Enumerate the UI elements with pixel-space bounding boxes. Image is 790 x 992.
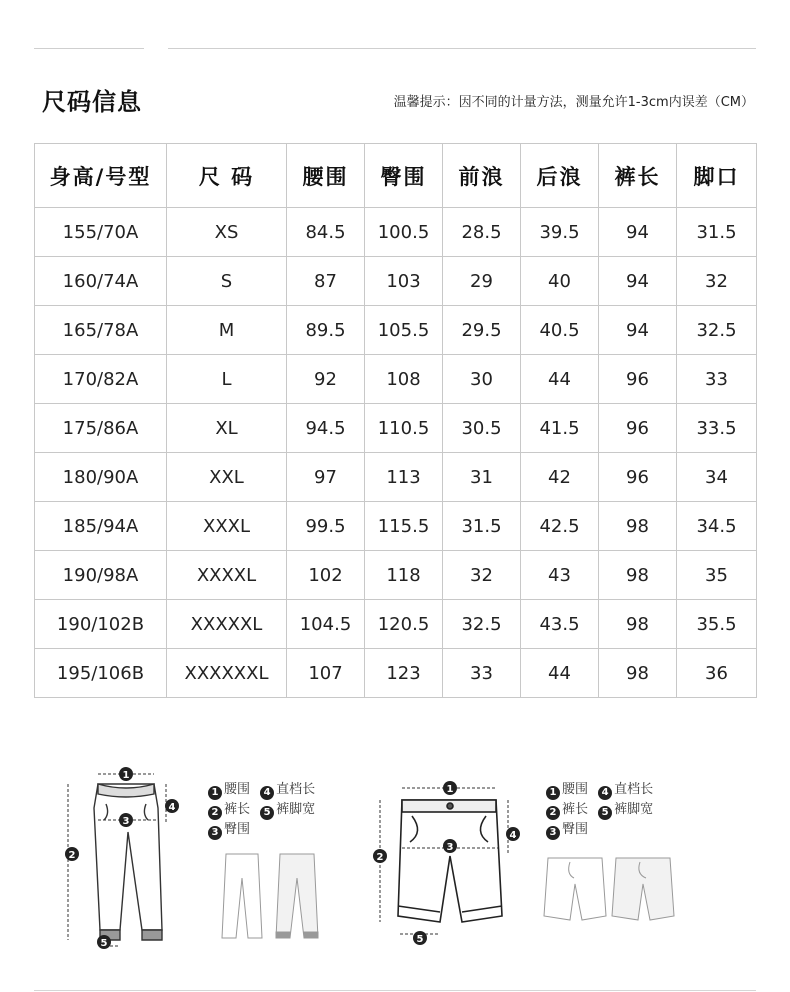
table-row — [35, 649, 757, 698]
legend-waist: 腰围 — [224, 782, 251, 797]
cell-size: XS — [167, 208, 287, 257]
pants-legend — [208, 780, 321, 840]
cell-size: XXXXXXL — [167, 649, 287, 698]
cell-leg-opening: 34 — [677, 453, 757, 502]
shorts-thumbnails — [540, 854, 680, 926]
cell-pants-length: 98 — [599, 649, 677, 698]
table-row — [35, 551, 757, 600]
cell-front-rise: 28.5 — [443, 208, 521, 257]
cell-hip: 110.5 — [365, 404, 443, 453]
shorts-diagram — [368, 776, 524, 948]
legend-number: 4 — [260, 786, 274, 800]
cell-front-rise: 31 — [443, 453, 521, 502]
cell-back-rise: 39.5 — [521, 208, 599, 257]
cell-height-type: 175/86A — [35, 404, 167, 453]
bottom-divider — [34, 990, 756, 991]
cell-pants-length: 94 — [599, 257, 677, 306]
legend-rise: 直档长 — [276, 782, 316, 797]
cell-height-type: 190/102B — [35, 600, 167, 649]
cell-waist: 107 — [287, 649, 365, 698]
cell-pants-length: 98 — [599, 600, 677, 649]
cell-back-rise: 40.5 — [521, 306, 599, 355]
cell-hip: 100.5 — [365, 208, 443, 257]
legend-number: 4 — [598, 786, 612, 800]
cell-size: S — [167, 257, 287, 306]
cell-hip: 115.5 — [365, 502, 443, 551]
cell-leg-opening: 36 — [677, 649, 757, 698]
cell-size: M — [167, 306, 287, 355]
cell-height-type: 160/74A — [35, 257, 167, 306]
cell-waist: 102 — [287, 551, 365, 600]
page-title: 尺码信息 — [42, 88, 142, 116]
shorts-marker-4: 4 — [509, 830, 517, 841]
cell-front-rise: 31.5 — [443, 502, 521, 551]
shorts-marker-5: 5 — [416, 934, 424, 945]
cell-waist: 84.5 — [287, 208, 365, 257]
measurement-note: 温馨提示：因不同的计量方法，测量允许1-3cm内误差（CM） — [393, 95, 754, 110]
shorts-marker-2: 2 — [376, 852, 384, 863]
legend-number: 5 — [260, 806, 274, 820]
legend-length: 裤长 — [562, 802, 589, 817]
cell-height-type: 165/78A — [35, 306, 167, 355]
legend-rise: 直档长 — [614, 782, 654, 797]
cell-height-type: 170/82A — [35, 355, 167, 404]
cell-back-rise: 40 — [521, 257, 599, 306]
pants-marker-5: 5 — [100, 938, 108, 949]
cell-back-rise: 44 — [521, 649, 599, 698]
header-back-rise: 后浪 — [521, 144, 599, 208]
size-chart-table — [34, 143, 757, 698]
legend-number: 5 — [598, 806, 612, 820]
cell-pants-length: 96 — [599, 355, 677, 404]
cell-front-rise: 30 — [443, 355, 521, 404]
legend-number: 1 — [208, 786, 222, 800]
table-row — [35, 257, 757, 306]
cell-height-type: 195/106B — [35, 649, 167, 698]
cell-leg-opening: 33 — [677, 355, 757, 404]
pants-marker-1: 1 — [122, 770, 130, 781]
cell-size: XXXXXL — [167, 600, 287, 649]
cell-size: XL — [167, 404, 287, 453]
cell-leg-opening: 32.5 — [677, 306, 757, 355]
pants-diagram — [58, 762, 188, 952]
header-size: 尺 码 — [167, 144, 287, 208]
cell-hip: 108 — [365, 355, 443, 404]
cell-hip: 123 — [365, 649, 443, 698]
cell-leg-opening: 32 — [677, 257, 757, 306]
cell-pants-length: 96 — [599, 453, 677, 502]
table-row — [35, 453, 757, 502]
legend-number: 3 — [208, 826, 222, 840]
cell-pants-length: 94 — [599, 208, 677, 257]
pants-marker-4: 4 — [168, 802, 176, 813]
cell-waist: 97 — [287, 453, 365, 502]
cell-leg-opening: 33.5 — [677, 404, 757, 453]
cell-size: L — [167, 355, 287, 404]
size-chart-body — [35, 208, 757, 698]
table-header-row — [35, 144, 757, 208]
shorts-marker-1: 1 — [446, 784, 454, 795]
shorts-marker-3: 3 — [446, 842, 454, 853]
top-divider-left — [34, 48, 144, 49]
header-pants-length: 裤长 — [599, 144, 677, 208]
pants-thumbnails — [218, 850, 330, 942]
shorts-legend — [546, 780, 659, 840]
cell-height-type: 190/98A — [35, 551, 167, 600]
table-row — [35, 404, 757, 453]
legend-hip: 臀围 — [562, 822, 589, 837]
cell-hip: 120.5 — [365, 600, 443, 649]
legend-number: 2 — [546, 806, 560, 820]
cell-size: XXXXL — [167, 551, 287, 600]
cell-size: XXL — [167, 453, 287, 502]
cell-height-type: 185/94A — [35, 502, 167, 551]
cell-front-rise: 32.5 — [443, 600, 521, 649]
legend-hip: 臀围 — [224, 822, 251, 837]
cell-back-rise: 42.5 — [521, 502, 599, 551]
cell-front-rise: 29 — [443, 257, 521, 306]
cell-leg-opening: 35.5 — [677, 600, 757, 649]
legend-waist: 腰围 — [562, 782, 589, 797]
cell-height-type: 180/90A — [35, 453, 167, 502]
cell-hip: 113 — [365, 453, 443, 502]
legend-number: 2 — [208, 806, 222, 820]
cell-front-rise: 29.5 — [443, 306, 521, 355]
pants-marker-2: 2 — [68, 850, 76, 861]
legend-number: 3 — [546, 826, 560, 840]
cell-back-rise: 41.5 — [521, 404, 599, 453]
cell-hip: 118 — [365, 551, 443, 600]
legend-leg-width: 裤脚宽 — [614, 802, 654, 817]
cell-leg-opening: 31.5 — [677, 208, 757, 257]
cell-leg-opening: 34.5 — [677, 502, 757, 551]
cell-hip: 105.5 — [365, 306, 443, 355]
table-row — [35, 600, 757, 649]
cell-hip: 103 — [365, 257, 443, 306]
pants-outline — [94, 784, 162, 940]
cell-back-rise: 44 — [521, 355, 599, 404]
cell-waist: 104.5 — [287, 600, 365, 649]
cell-pants-length: 96 — [599, 404, 677, 453]
cell-waist: 89.5 — [287, 306, 365, 355]
table-row — [35, 502, 757, 551]
cell-size: XXXL — [167, 502, 287, 551]
legend-number: 1 — [546, 786, 560, 800]
cell-pants-length: 98 — [599, 502, 677, 551]
header-leg-opening: 脚口 — [677, 144, 757, 208]
legend-leg-width: 裤脚宽 — [276, 802, 316, 817]
table-row — [35, 306, 757, 355]
cell-back-rise: 42 — [521, 453, 599, 502]
cell-waist: 87 — [287, 257, 365, 306]
cell-back-rise: 43.5 — [521, 600, 599, 649]
cell-waist: 99.5 — [287, 502, 365, 551]
cell-front-rise: 30.5 — [443, 404, 521, 453]
header-hip: 臀围 — [365, 144, 443, 208]
table-row — [35, 208, 757, 257]
header-front-rise: 前浪 — [443, 144, 521, 208]
cell-waist: 94.5 — [287, 404, 365, 453]
top-divider-right — [168, 48, 756, 49]
cell-front-rise: 33 — [443, 649, 521, 698]
header-waist: 腰围 — [287, 144, 365, 208]
cell-front-rise: 32 — [443, 551, 521, 600]
cell-waist: 92 — [287, 355, 365, 404]
cell-pants-length: 98 — [599, 551, 677, 600]
pants-marker-3: 3 — [122, 816, 130, 827]
cell-back-rise: 43 — [521, 551, 599, 600]
cell-pants-length: 94 — [599, 306, 677, 355]
header-height-type: 身高/号型 — [35, 144, 167, 208]
table-row — [35, 355, 757, 404]
cell-height-type: 155/70A — [35, 208, 167, 257]
legend-length: 裤长 — [224, 802, 251, 817]
cell-leg-opening: 35 — [677, 551, 757, 600]
shorts-outline — [398, 800, 502, 922]
